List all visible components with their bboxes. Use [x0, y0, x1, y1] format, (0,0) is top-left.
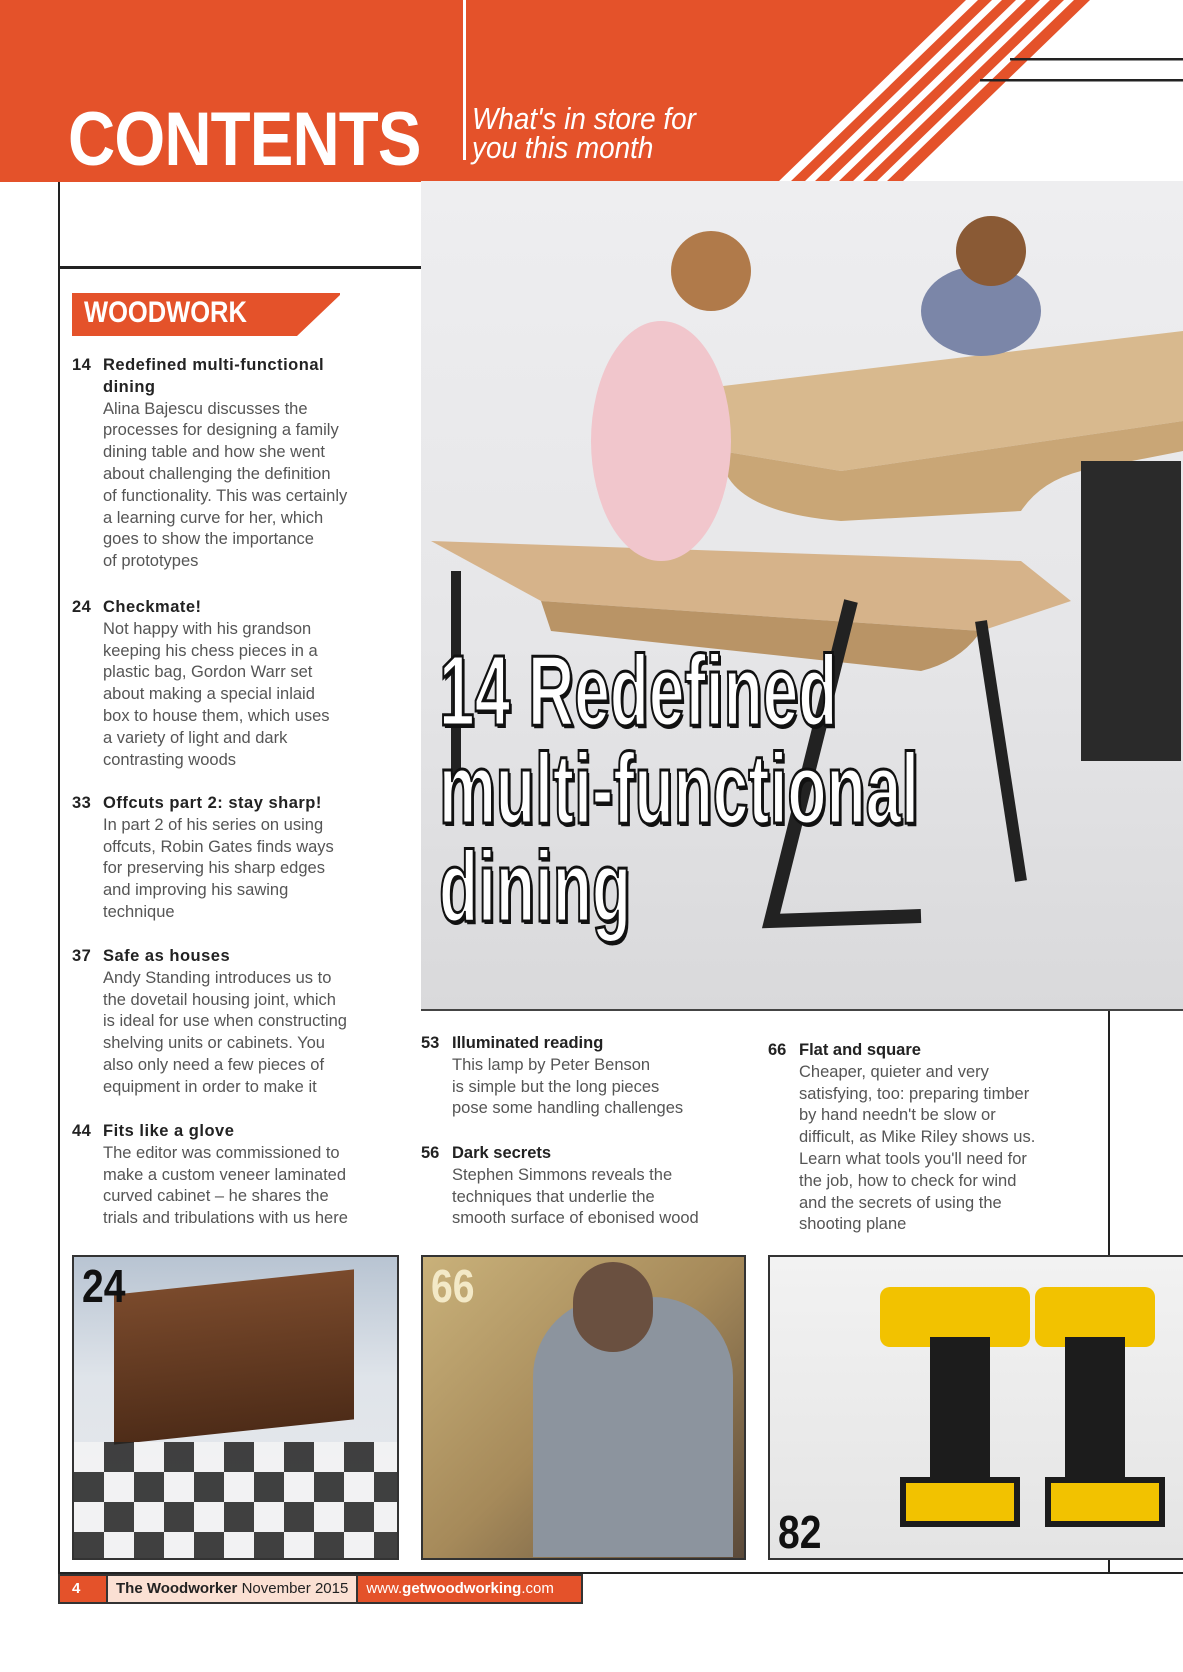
page-number: 37: [72, 947, 92, 965]
page-subtitle: What's in store for you this month: [472, 101, 696, 165]
contents-entry[interactable]: [72, 1121, 412, 1230]
issue-date: November 2015: [241, 1580, 349, 1597]
chess-box-image: [114, 1269, 354, 1444]
entry-description: In part 2 of his series on using offcuts, Robin Gates finds ways for preserving his sharp edges and improving his sawing technique: [103, 815, 334, 921]
page-number: 14: [72, 356, 92, 374]
contents-entry[interactable]: [768, 1040, 1108, 1236]
feature-headline-line: dining: [439, 831, 631, 943]
chessboard-image: [74, 1442, 399, 1560]
url-prefix: www.: [366, 1580, 403, 1597]
entry-title: Offcuts part 2: stay sharp!: [103, 794, 322, 812]
folio-page-number: 4: [60, 1576, 108, 1602]
page-number: 56: [421, 1144, 440, 1162]
woodworker-head-image: [573, 1262, 653, 1352]
contents-entry[interactable]: [72, 597, 412, 771]
magazine-name: The Woodworker: [116, 1580, 238, 1597]
entry-description: Stephen Simmons reveals the techniques that underlie the smooth surface of ebonised wood: [452, 1165, 699, 1228]
contents-entry[interactable]: [72, 355, 412, 573]
driver-handle-image: [1065, 1337, 1125, 1487]
divider: [58, 266, 421, 269]
page-number: 53: [421, 1034, 440, 1052]
website-link[interactable]: [358, 1576, 581, 1602]
folio-magazine: [108, 1576, 358, 1602]
page-number: 66: [768, 1041, 787, 1059]
drill-battery-image: [900, 1477, 1020, 1527]
thumbnail-chess-box[interactable]: [72, 1255, 399, 1560]
page-title: CONTENTS: [68, 97, 421, 182]
contents-entry[interactable]: [421, 1143, 751, 1230]
page-number-badge: 66: [431, 1260, 475, 1312]
contents-entry[interactable]: [72, 946, 412, 1099]
entry-title: Safe as houses: [103, 947, 231, 965]
entry-title: Illuminated reading: [452, 1034, 604, 1052]
entry-title: Redefined multi-functional dining: [103, 356, 325, 396]
entry-description: Cheaper, quieter and very satisfying, too: preparing timber by hand needn't be slow or difficult, as Mike Riley shows us. Learn what tools you'll need for the job, how to check for wind and the secrets of using the shooting plane: [799, 1062, 1036, 1234]
entry-title: Dark secrets: [452, 1144, 552, 1162]
entry-title: Checkmate!: [103, 598, 202, 616]
page-number: 33: [72, 794, 92, 812]
driver-battery-image: [1045, 1477, 1165, 1527]
entry-description: This lamp by Peter Benson is simple but the long pieces pose some handling challenges: [452, 1055, 684, 1118]
page-number: 24: [72, 598, 92, 616]
contents-entry[interactable]: [421, 1033, 751, 1120]
entry-title: Fits like a glove: [103, 1122, 235, 1140]
feature-photo[interactable]: [421, 181, 1183, 1011]
entry-title: Flat and square: [799, 1041, 921, 1059]
page-number-badge: 82: [778, 1506, 822, 1558]
contents-entry[interactable]: [72, 793, 412, 924]
url-domain: getwoodworking: [402, 1580, 522, 1597]
feature-headline-line: multi-functional: [439, 733, 919, 845]
url-suffix: .com: [521, 1580, 554, 1597]
entry-description: Alina Bajescu discusses the processes for designing a family dining table and how she went about challenging the definition of functionality. This was certainly a learning curve for her, which goes to show the importance of prototypes: [103, 399, 348, 571]
footer-bar: [58, 1574, 583, 1604]
page-number-badge: 24: [82, 1260, 126, 1312]
feature-headline-line: 14 Redefined: [439, 635, 838, 747]
entry-description: Andy Standing introduces us to the dovetail housing joint, which is ideal for use when constructing shelving units or cabinets. You also only need a few pieces of equipment in order to make it: [103, 968, 347, 1096]
section-label: WOODWORK: [84, 296, 247, 329]
thumbnail-planing[interactable]: [421, 1255, 746, 1560]
drill-handle-image: [930, 1337, 990, 1487]
entry-description: Not happy with his grandson keeping his chess pieces in a plastic bag, Gordon Warr set about making a special inlaid box to house them, which uses a variety of light and dark contrasting woods: [103, 619, 330, 769]
thumbnail-drills[interactable]: [768, 1255, 1183, 1560]
left-column-border: [58, 182, 60, 1574]
entry-description: The editor was commissioned to make a custom veneer laminated curved cabinet – he shares the trials and tribulations with us here: [103, 1143, 348, 1228]
page-number: 44: [72, 1122, 92, 1140]
